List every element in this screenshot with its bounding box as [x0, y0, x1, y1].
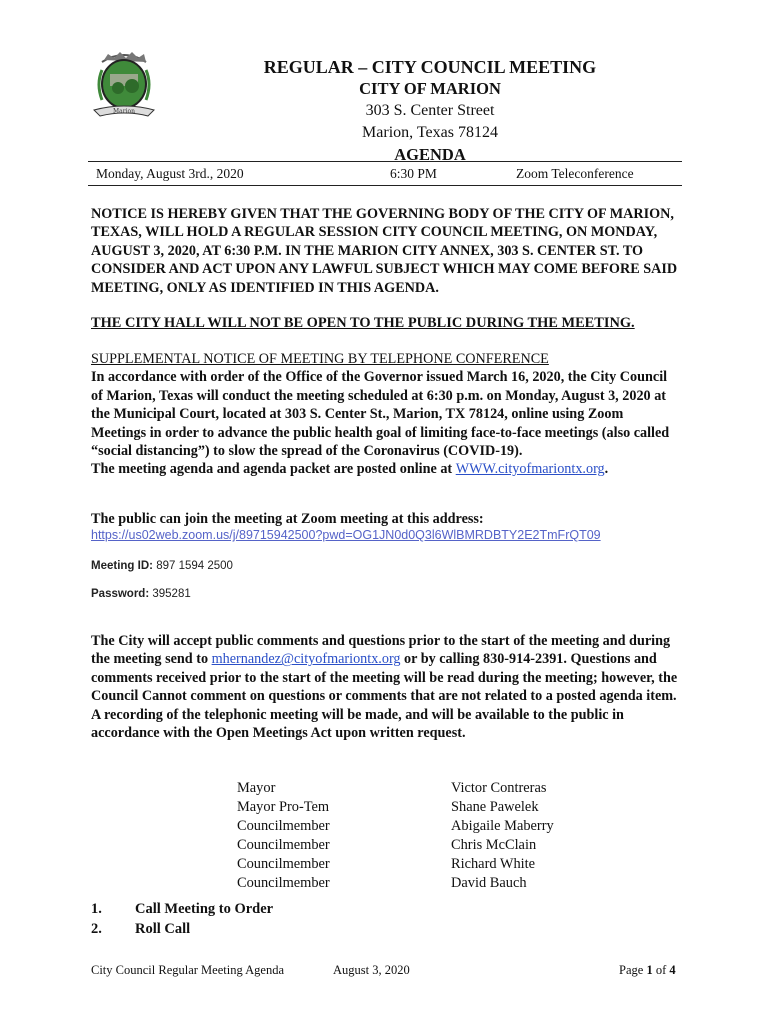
roster-name: David Bauch [451, 875, 527, 891]
roster-title: Mayor [237, 780, 276, 796]
seal-banner-text: Marion [113, 108, 135, 115]
comments-part2: or by calling 830-914-2391. Questions and comments received prior to the start of the meeting will be read during the meeting; however, the Council Cannot comment on questions or comments that are not related to a posted agenda item. [91, 651, 678, 705]
posted-online-line [91, 460, 681, 478]
meeting-date: Monday, August 3rd., 2020 [96, 166, 244, 181]
meeting-location: Zoom Teleconference [516, 166, 634, 181]
supplemental-body: In accordance with order of the Office of the Governor issued March 16, 2020, the City Council of Marion, Texas will conduct the meeting scheduled at 6:30 p.m. on Monday, August 3, 2020 at the Municipal Court, located at 303 S. Center St., Marion, TX 78124, online using Zoom Meetings in order to advance the public health goal of limiting face-to-face meetings (also called “social distancing”) to slow the spread of the Coronavirus (COVID-19). [91, 369, 670, 460]
comments-part1: The City will accept public comments and questions prior to the start of the meeting and during the meeting send to [91, 633, 671, 668]
page-total: 4 [669, 963, 676, 977]
zoom-meeting-link[interactable]: https://us02web.zoom.us/j/89715942500?pwd=OG1JN0d0Q3l6WlBMRDBTY2E2TmFrQT09 [91, 528, 601, 542]
roster-name: Abigaile Maberry [451, 818, 554, 834]
roster-name: Chris McClain [451, 837, 537, 853]
city-name: CITY OF MARION [359, 79, 501, 98]
roster-name: Richard White [451, 856, 536, 872]
roster-title: Councilmember [237, 875, 330, 891]
password-label: Password: [91, 588, 150, 600]
meeting-time: 6:30 PM [390, 166, 437, 181]
header-divider-bottom [88, 185, 682, 186]
city-seal-logo [88, 44, 160, 122]
roster-title: Councilmember [237, 856, 330, 872]
roster-title: Councilmember [237, 837, 330, 853]
agenda-item [91, 899, 273, 919]
supplemental-notice [91, 350, 681, 479]
agenda-item [91, 919, 273, 939]
city-state-zip: Marion, Texas 78124 [362, 124, 498, 141]
zoom-join-text: The public can join the meeting at Zoom meeting at this address: [91, 511, 484, 527]
meeting-title: REGULAR – CITY COUNCIL MEETING [263, 57, 597, 77]
document-header [200, 56, 660, 166]
page-prefix: Page [619, 963, 647, 977]
header-divider-top [88, 161, 682, 162]
page-num: 1 [646, 963, 653, 977]
supplemental-title: SUPPLEMENTAL NOTICE OF MEETING BY TELEPHONE CONFERENCE [91, 351, 549, 367]
password-line [91, 588, 191, 600]
footer-date: August 3, 2020 [333, 963, 410, 977]
posted-prefix: The meeting agenda and agenda packet are posted online at [91, 461, 456, 478]
street-address: 303 S. Center Street [365, 102, 495, 119]
page-mid: of [652, 963, 670, 977]
council-titles-column [237, 779, 330, 893]
meeting-id-line [91, 560, 233, 572]
agenda-item-text: Roll Call [135, 921, 191, 937]
city-website-link[interactable]: WWW.cityofmariontx.org [455, 461, 605, 478]
footer-doc-title: City Council Regular Meeting Agenda [91, 963, 285, 977]
password-value: 395281 [152, 588, 191, 600]
recording-notice: A recording of the telephonic meeting will be made, and will be available to the public in accordance with the Open Meetings Act upon written request. [91, 706, 624, 742]
agenda-item-text: Call Meeting to Order [135, 901, 274, 917]
comments-body [91, 632, 681, 706]
meeting-id-value: 897 1594 2500 [156, 560, 233, 572]
agenda-item-number: 2. [91, 921, 102, 937]
email-link[interactable]: mhernandez@cityofmariontx.org [211, 651, 401, 668]
public-comments-paragraph [91, 632, 681, 742]
agenda-items-list [91, 899, 273, 939]
footer-page-number [619, 963, 676, 978]
roster-name: Victor Contreras [451, 780, 547, 796]
notice-paragraph: NOTICE IS HEREBY GIVEN THAT THE GOVERNING BODY OF THE CITY OF MARION, TEXAS, WILL HOLD A REGULAR SESSION CITY COUNCIL MEETING, ON MONDAY, AUGUST 3, 2020, AT 6:30 P.M. IN THE MARION CITY ANNEX, 303 S. CENTER ST. TO CONSIDER AND ACT UPON ANY LAWFUL SUBJECT WHICH MAY COME BEFORE SAID MEETING, ONLY AS IDENTIFIED IN THIS AGENDA. [91, 206, 678, 296]
council-names-column [451, 779, 554, 893]
agenda-item-number: 1. [91, 901, 102, 917]
roster-title: Councilmember [237, 818, 330, 834]
city-hall-closed-notice: THE CITY HALL WILL NOT BE OPEN TO THE PUBLIC DURING THE MEETING. [91, 315, 635, 331]
roster-name: Shane Pawelek [451, 799, 539, 815]
agenda-heading: AGENDA [394, 145, 466, 164]
posted-suffix: . [604, 461, 609, 478]
roster-title: Mayor Pro-Tem [237, 799, 330, 815]
meeting-id-label: Meeting ID: [91, 560, 153, 572]
